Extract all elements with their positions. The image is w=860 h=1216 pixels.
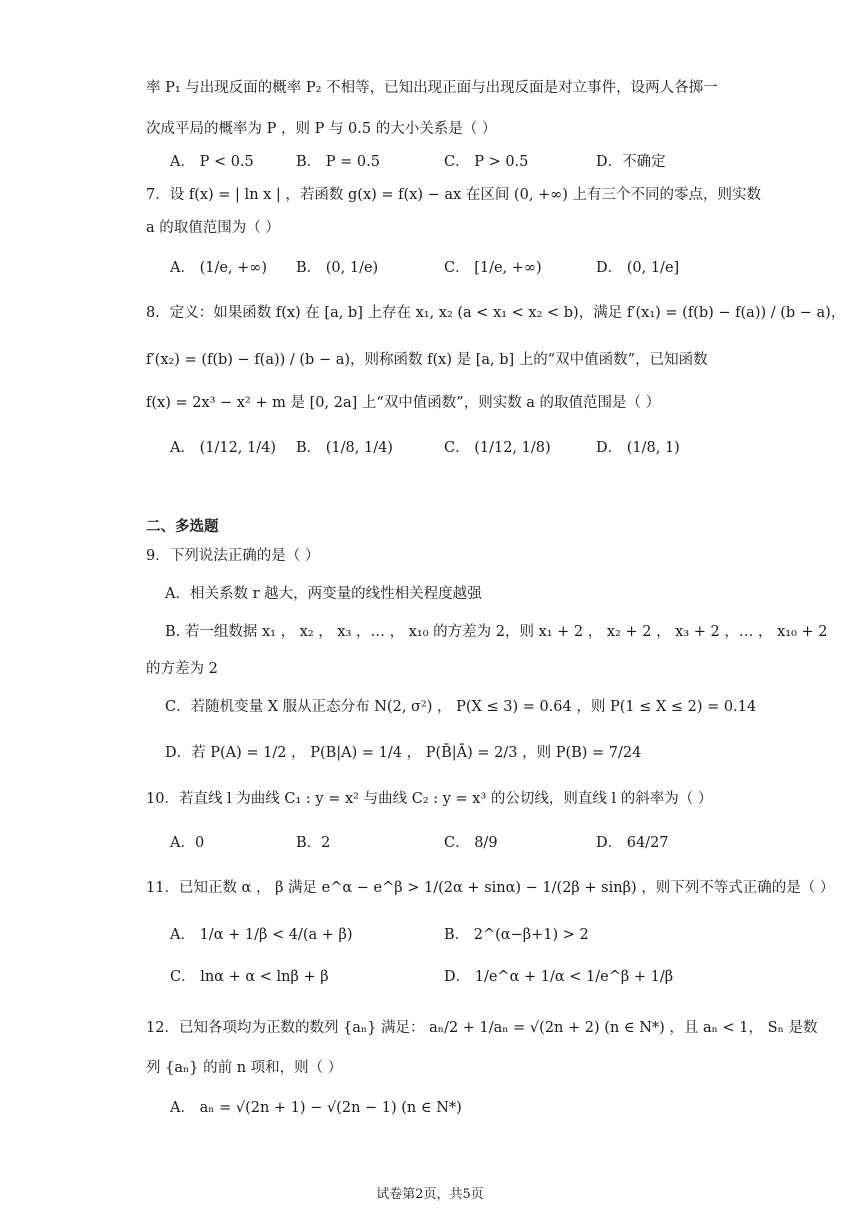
section-title: 二、多选题 xyxy=(146,519,219,535)
q9-option-b-line2: 的方差为 2 xyxy=(146,661,218,677)
q10-option-d: D． 64/27 xyxy=(596,835,669,851)
q9-option-d: D．若 P(A) = 1/2 ， P(B|A) = 1/4 ， P(B̄|Ā) = 2/3 ，则 P(B) = 7/24 xyxy=(165,745,642,761)
q11-stem: 11．已知正数 α ， β 满足 e^α − e^β > 1/(2α + sinα) − 1/(2β + sinβ) ，则下列不等式正确的是（ ） xyxy=(146,880,835,896)
q10-stem: 10．若直线 l 为曲线 C₁ : y = x² 与曲线 C₂ : y = x³ 的公切线，则直线 l 的斜率为（ ） xyxy=(146,791,713,807)
q11-option-d: D． 1/e^α + 1/α < 1/e^β + 1/β xyxy=(444,969,674,985)
q8-option-d: D． (1/8, 1) xyxy=(596,440,680,456)
q6-option-c: C． P > 0.5 xyxy=(444,154,529,170)
q8-option-c: C． (1/12, 1/8) xyxy=(444,440,551,456)
q8-line2: f′(x₂) = (f(b) − f(a)) / (b − a)，则称函数 f(x) 是 [a, b] 上的“双中值函数”，已知函数 xyxy=(146,352,708,368)
q7-line2: a 的取值范围为（ ） xyxy=(146,220,280,236)
q10-option-b: B．2 xyxy=(296,835,331,851)
q12-line1: 12．已知各项均为正数的数列 {aₙ} 满足： aₙ/2 + 1/aₙ = √(2n + 2) (n ∈ N*) ，且 aₙ < 1， Sₙ 是数 xyxy=(146,1020,818,1036)
page-footer: 试卷第2页，共5页 xyxy=(376,1187,484,1202)
q7-line1: 7．设 f(x) = | ln x | ，若函数 g(x) = f(x) − ax 在区间 (0, +∞) 上有三个不同的零点，则实数 xyxy=(146,187,762,203)
q9-option-a: A．相关系数 r 越大，两变量的线性相关程度越强 xyxy=(165,586,482,602)
q11-option-c: C． lnα + α < lnβ + β xyxy=(170,969,329,985)
q6-line1: 率 P₁ 与出现反面的概率 P₂ 不相等，已知出现正面与出现反面是对立事件，设两人各掷一 xyxy=(146,80,718,96)
q12-option-a: A． aₙ = √(2n + 1) − √(2n − 1) (n ∈ N*) xyxy=(170,1100,462,1116)
q7-option-d: D． (0, 1/e] xyxy=(596,260,680,276)
q7-option-c: C． [1/e, +∞) xyxy=(444,260,542,276)
q7-option-b: B． (0, 1/e) xyxy=(296,260,379,276)
q7-option-a: A． (1/e, +∞) xyxy=(170,260,268,276)
q8-option-b: B． (1/8, 1/4) xyxy=(296,440,393,456)
q12-line2: 列 {aₙ} 的前 n 项和，则（ ） xyxy=(146,1060,343,1076)
q8-line1: 8．定义：如果函数 f(x) 在 [a, b] 上存在 x₁, x₂ (a < x₁ < x₂ < b)，满足 f′(x₁) = (f(b) − f(a)) / (b − a)， xyxy=(146,305,846,321)
q9-option-c: C．若随机变量 X 服从正态分布 N(2, σ²) ， P(X ≤ 3) = 0.64 ，则 P(1 ≤ X ≤ 2) = 0.14 xyxy=(165,699,757,715)
q10-option-a: A．0 xyxy=(170,835,205,851)
q6-line2: 次成平局的概率为 P ，则 P 与 0.5 的大小关系是（ ） xyxy=(146,121,497,137)
q6-option-b: B． P = 0.5 xyxy=(296,154,380,170)
q6-option-a: A． P < 0.5 xyxy=(170,154,254,170)
q9-option-b-line1: B. 若一组数据 x₁ ， x₂ ， x₃ ，… ， x₁₀ 的方差为 2，则 x₁ + 2 ， x₂ + 2 ， x₃ + 2 ，… ， x₁₀ + 2 xyxy=(165,624,828,640)
q8-option-a: A． (1/12, 1/4) xyxy=(170,440,277,456)
q6-option-d: D．不确定 xyxy=(596,154,666,170)
q11-option-b: B． 2^(α−β+1) > 2 xyxy=(444,927,589,943)
q11-option-a: A． 1/α + 1/β < 4/(a + β) xyxy=(170,927,353,943)
q9-stem: 9．下列说法正确的是（ ） xyxy=(146,548,320,564)
q10-option-c: C． 8/9 xyxy=(444,835,498,851)
q8-line3: f(x) = 2x³ − x² + m 是 [0, 2a] 上“双中值函数”，则实数 a 的取值范围是（ ） xyxy=(146,395,661,411)
